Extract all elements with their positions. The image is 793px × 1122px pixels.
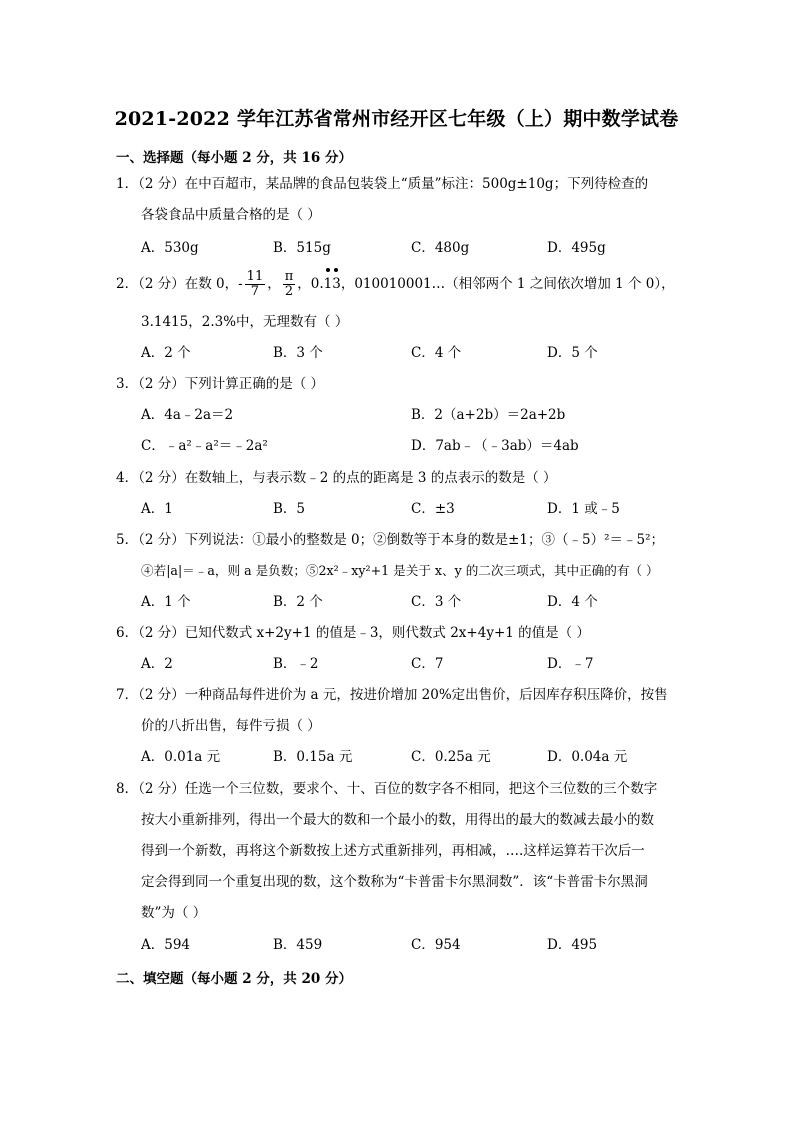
question-2-line-2: 3.1415，2.3%中，无理数有（ ） [141,314,349,330]
question-2-option-b: B．3 个 [273,345,323,361]
question-3-option-c: C．﹣a²﹣a²＝﹣2a² [141,438,268,454]
question-5-line-2: ④若|a|＝﹣a，则 a 是负数；⑤2x²﹣xy²+1 是关于 x、y 的二次三项式，其中正确的有（ ） [141,563,659,578]
question-8-option-d: D．495 [547,937,598,953]
question-1-option-a: A．530g [141,240,199,256]
section-heading-fill-in: 二、填空题（每小题 2 分，共 20 分） [116,971,352,987]
question-6-option-a: A．2 [141,656,173,672]
question-7-option-c: C．0.25a 元 [411,749,491,765]
question-2-option-c: C．4 个 [411,345,462,361]
page-title: 2021-2022 学年江苏省常州市经开区七年级（上）期中数学试卷 [114,108,679,130]
question-6-line-1: 6．（2 分）已知代数式 x+2y+1 的值是﹣3，则代数式 2x+4y+1 的值是（ ） [116,625,590,641]
question-4-option-b: B．5 [273,501,306,517]
question-1-option-c: C．480g [411,240,470,256]
question-3-option-a: A．4a﹣2a＝2 [141,407,234,423]
question-7-line-2: 价的八折出售，每件亏损（ ） [141,718,321,734]
repeat-dot [326,268,330,272]
question-4-option-c: C．±3 [411,501,455,517]
question-5-line-1: 5．（2 分）下列说法：①最小的整数是 0；②倒数等于本身的数是±1；③（﹣5）²＝﹣5²； [116,532,665,548]
question-8-line-2: 按大小重新排列，得出一个最大的数和一个最小的数，用得出的最大的数减去最小的数 [141,812,654,828]
question-5-option-b: B．2 个 [273,594,323,610]
question-2-line-1: 2．（2 分）在数 0，- $\frac{11}{7}$ ， $\frac{\pi}{2}$ ，0. 13，010010001…（相邻两个 1 之间依次增加 1 个 0）， [116,269,675,299]
fraction-denominator: 2 [284,284,294,299]
question-8-line-1: 8．（2 分）任选一个三位数，要求个、十、百位的数字各不相同，把这个三位数的三个数字 [116,781,658,797]
question-5-option-a: A．1 个 [141,594,191,610]
question-2-text-end: ，010010001…（相邻两个 1 之间依次增加 1 个 0）， [340,276,675,292]
question-1-line-1: 1．（2 分）在中百超市，某品牌的食品包装袋上“质量”标注：500g±10g；下列待检查的 [116,176,649,192]
question-3-option-b: B．2（a+2b）＝2a+2b [411,407,566,423]
question-2-option-d: D．5 个 [547,345,598,361]
question-6-option-d: D．﹣7 [547,656,594,672]
question-7-option-b: B．0.15a 元 [273,749,353,765]
section-heading-choice: 一、选择题（每小题 2 分，共 16 分） [116,150,352,166]
question-8-option-b: B．459 [273,937,323,953]
question-2-text-start: 2．（2 分）在数 0， [116,276,239,292]
repeating-decimal-prefix: 0. [310,276,324,292]
fraction-pi-2 [283,270,296,299]
question-7-option-d: D．0.04a 元 [547,749,628,765]
question-3-line-1: 3．（2 分）下列计算正确的是（ ） [116,376,325,392]
fraction-11-7 [245,270,266,299]
question-1-option-b: B．515g [273,240,331,256]
question-6-option-c: C．7 [411,656,444,672]
repeating-digits [324,275,341,293]
question-8-line-4: 定会得到同一个重复出现的数，这个数称为“卡普雷卡尔黑洞数”．该“卡普雷卡尔黑洞 [141,874,648,890]
question-5-option-c: C．3 个 [411,594,462,610]
fraction-denominator: 7 [250,284,260,299]
question-1-line-2: 各袋食品中质量合格的是（ ） [141,207,321,223]
question-4-option-a: A．1 [141,501,173,517]
question-2-option-a: A．2 个 [141,345,191,361]
question-4-line-1: 4．（2 分）在数轴上，与表示数﹣2 的点的距离是 3 的点表示的数是（ ） [116,470,557,486]
fraction-numerator: π [284,269,294,284]
question-7-option-a: A．0.01a 元 [141,749,221,765]
fraction-sign: - [238,276,243,292]
fraction-numerator: 11 [246,269,264,284]
question-8-option-c: C．954 [411,937,461,953]
repeating-digits-text: 13 [323,276,341,292]
question-3-option-d: D．7ab﹣（﹣3ab）＝4ab [411,438,579,454]
question-8-option-a: A．594 [141,937,191,953]
question-5-option-d: D．4 个 [547,594,598,610]
question-4-option-d: D．1 或﹣5 [547,501,620,517]
question-6-option-b: B．﹣2 [273,656,319,672]
question-7-line-1: 7．（2 分）一种商品每件进价为 a 元，按进价增加 20%定出售价，后因库存积压降价，按售 [116,687,668,703]
question-8-line-5: 数”为（ ） [141,905,207,921]
question-1-option-d: D．495g [547,240,606,256]
repeat-dot [334,268,338,272]
question-8-line-3: 得到一个新数，再将这个新数按上述方式重新排列，再相减，….这样运算若干次后一 [141,843,645,859]
